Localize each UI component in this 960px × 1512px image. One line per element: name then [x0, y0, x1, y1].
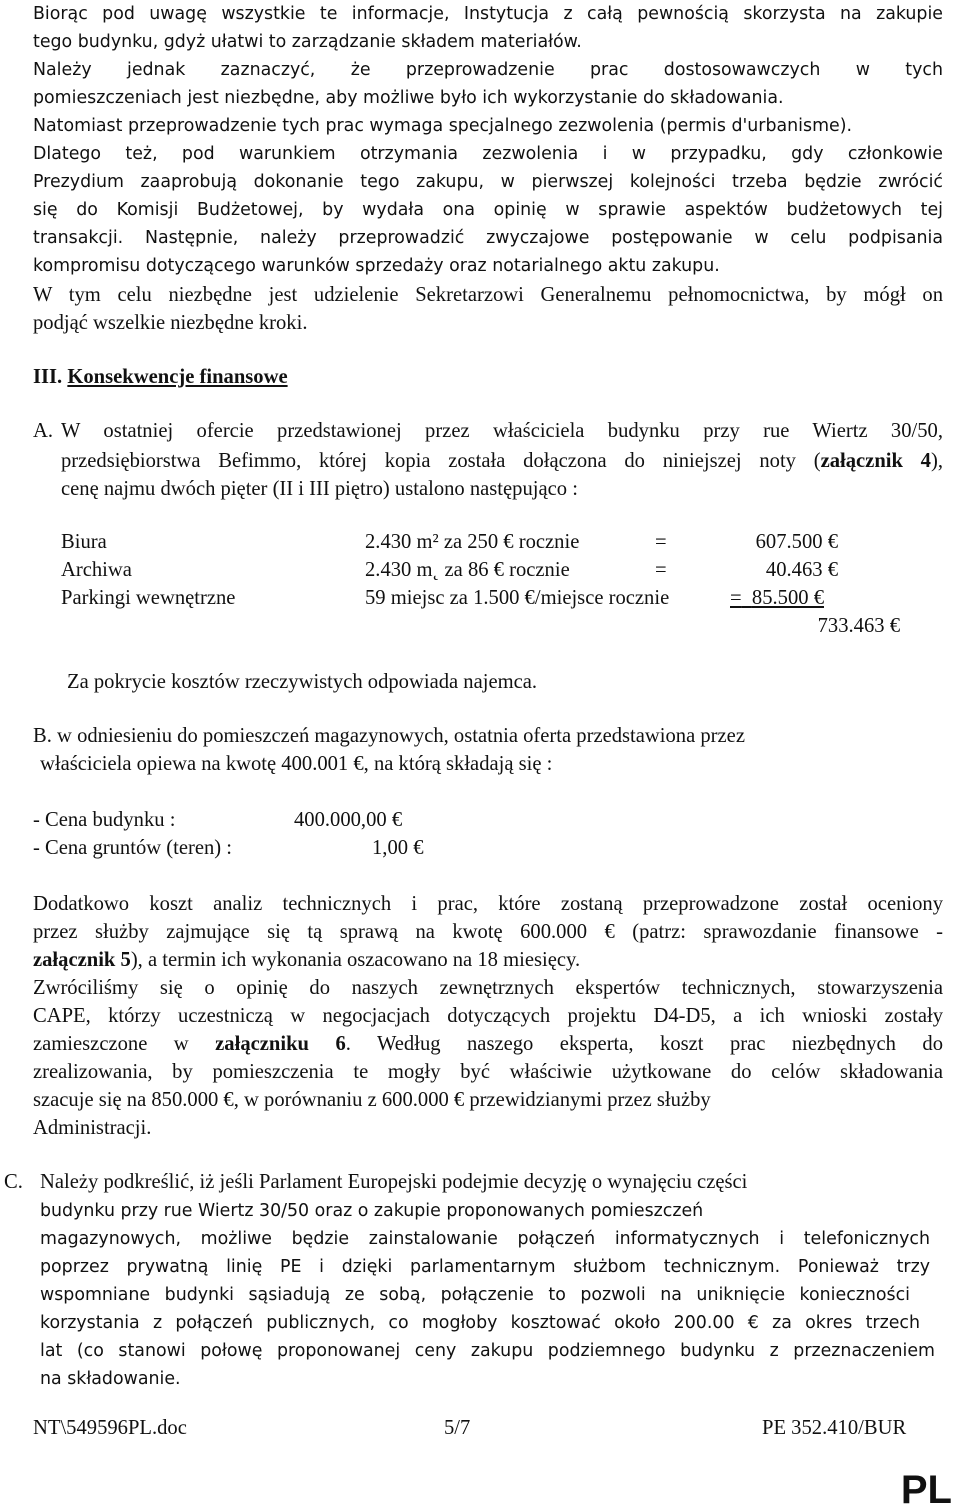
- paragraph-line: Natomiast przeprowadzenie tych prac wymaga specjalnego zezwolenia (permis d'urbanisme).: [33, 116, 853, 136]
- table-cell-amount: 40.463 €: [765, 559, 838, 581]
- paragraph-line: W tym celu niezbędne jest udzielenie Sekretarzowi Generalnemu pełnomocnictwa, by mógł on: [33, 284, 943, 306]
- table-total: 733.463 €: [817, 615, 900, 637]
- paragraph-line: lat (co stanowi połowę proponowanej ceny zakupu podziemnego budynku z przeznaczeniem: [40, 1341, 935, 1361]
- cost-label: - Cena gruntów (teren) :: [33, 837, 232, 859]
- cost-value: 1,00 €: [372, 837, 424, 859]
- note-line: Za pokrycie kosztów rzeczywistych odpowiada najemca.: [67, 671, 538, 693]
- table-cell-amount: 607.500 €: [755, 531, 838, 553]
- paragraph-line: Zwróciliśmy się o opinię do naszych zewnętrznych ekspertów technicznych, stowarzyszenia: [33, 977, 943, 999]
- table-cell-desc: 2.430 m² za 250 € rocznie: [365, 531, 580, 553]
- paragraph-line: na składowanie.: [40, 1369, 181, 1389]
- paragraph-line: przedsiębiorstwa Befimmo, której kopia została dołączona do niniejszej noty (załącznik 4),: [61, 450, 943, 472]
- point-letter: C.: [4, 1171, 23, 1193]
- section-title: Konsekwencje finansowe: [67, 366, 288, 388]
- paragraph-line: kompromisu dotyczącego warunków sprzedaży oraz notarialnego aktu zakupu.: [33, 256, 720, 276]
- paragraph-line: się do Komisji Budżetowej, by wydała ona opinię w sprawie aspektów budżetowych tej: [33, 200, 943, 220]
- paragraph-line: korzystania z połączeń publicznych, co mogłoby kosztować około 200.00 € za okres trzech: [40, 1313, 920, 1333]
- paragraph-line: Należy podkreślić, iż jeśli Parlament Europejski podejmie decyzję o wynajęciu części: [40, 1171, 748, 1193]
- paragraph-line: zrealizowania, by pomieszczenia te mogły być właściwie użytkowane do celów składowania: [33, 1061, 943, 1083]
- point-letter: A.: [33, 420, 54, 442]
- paragraph-line: przez służby zajmujące się tą sprawą na kwotę 600.000 € (patrz: sprawozdanie finansowe -: [33, 921, 943, 943]
- cost-label: - Cena budynku :: [33, 809, 176, 831]
- table-cell-label: Archiwa: [61, 559, 132, 581]
- paragraph-line: poprzez prywatną linię PE i dzięki parlamentarnym służbom technicznym. Ponieważ trzy: [40, 1257, 930, 1277]
- paragraph-line: CAPE, którzy uczestniczą w negocjacjach dotyczących projektu D4-D5, a ich wnioski zostały: [33, 1005, 943, 1027]
- attachment-ref: załącznik 4: [820, 450, 931, 472]
- cost-value: 400.000,00 €: [294, 809, 403, 831]
- paragraph-line: transakcji. Następnie, należy przeprowadzić zwyczajowe postępowanie w celu podpisania: [33, 228, 943, 248]
- paragraph-line: Biorąc pod uwagę wszystkie te informacje, Instytucja z całą pewnością skorzysta na zakupie: [33, 4, 943, 24]
- paragraph-line: szacuje się na 850.000 €, w porównaniu z 600.000 € przewidzianymi przez służby: [33, 1089, 711, 1111]
- footer-page-number: 5/7: [444, 1417, 471, 1439]
- section-heading: [33, 363, 288, 391]
- table-cell-desc: 59 miejsc za 1.500 €/miejsce rocznie: [365, 587, 670, 609]
- paragraph-line: budynku przy rue Wiertz 30/50 oraz o zakupie proponowanych pomieszczeń: [40, 1201, 704, 1221]
- paragraph-line: W ostatniej ofercie przedstawionej przez właściciela budynku przy rue Wiertz 30/50,: [61, 420, 943, 442]
- point-b-line-1: w odniesieniu do pomieszczeń magazynowych, ostatnia oferta przedstawiona przez: [57, 725, 745, 747]
- table-cell-eq: =: [655, 559, 667, 581]
- paragraph-line: tego budynku, gdyż ułatwi to zarządzanie składem materiałów.: [33, 32, 582, 52]
- attachment-ref: załącznik 5: [33, 949, 131, 971]
- section-number: III.: [33, 366, 63, 388]
- paragraph-line: wspomniane budynki sąsiadują ze sobą, połączenie to pozwoli na uniknięcie konieczności: [40, 1285, 910, 1305]
- footer-reference: PE 352.410/BUR: [762, 1417, 907, 1439]
- paragraph-line: pomieszczeniach jest niezbędne, aby możliwe było ich wykorzystanie do składowania.: [33, 88, 784, 108]
- attachment-ref: załączniku 6: [215, 1033, 346, 1055]
- footer-doc-name: NT\549596PL.doc: [33, 1417, 187, 1439]
- paragraph-line: zamieszczone w załączniku 6. Według naszego eksperta, koszt prac niezbędnych do: [33, 1033, 943, 1055]
- paragraph-line: Należy jednak zaznaczyć, że przeprowadzenie prac dostosowawczych w tych: [33, 60, 943, 80]
- table-cell-label: Parkingi wewnętrzne: [61, 587, 236, 609]
- paragraph-line: właściciela opiewa na kwotę 400.001 €, na którą składają się :: [40, 753, 553, 775]
- paragraph-line: cenę najmu dwóch pięter (II i III piętro) ustalono następująco :: [61, 478, 578, 500]
- paragraph-line: Dlatego też, pod warunkiem otrzymania zezwolenia i w przypadku, gdy członkowie: [33, 144, 943, 164]
- point-letter: B.: [33, 725, 52, 747]
- table-cell-amount: = 85.500 €: [730, 587, 824, 609]
- table-cell-label: Biura: [61, 531, 107, 553]
- table-cell-desc: 2.430 m˛ za 86 € rocznie: [365, 559, 570, 581]
- paragraph-line: załącznik 5), a termin ich wykonania oszacowano na 18 miesięcy.: [33, 949, 581, 971]
- paragraph-line: Prezydium zaaprobują dokonanie tego zakupu, w pierwszej kolejności trzeba będzie zwrócić: [33, 172, 943, 192]
- language-code: PL: [900, 1468, 952, 1512]
- paragraph-line: Dodatkowo koszt analiz technicznych i prac, które zostaną przeprowadzone został oceniony: [33, 893, 943, 915]
- paragraph-line: podjąć wszelkie niezbędne kroki.: [33, 312, 308, 334]
- paragraph-line: magazynowych, możliwe będzie zainstalowanie połączeń informatycznych i telefonicznych: [40, 1229, 930, 1249]
- table-cell-eq: =: [655, 531, 667, 553]
- paragraph-line: Administracji.: [33, 1117, 152, 1139]
